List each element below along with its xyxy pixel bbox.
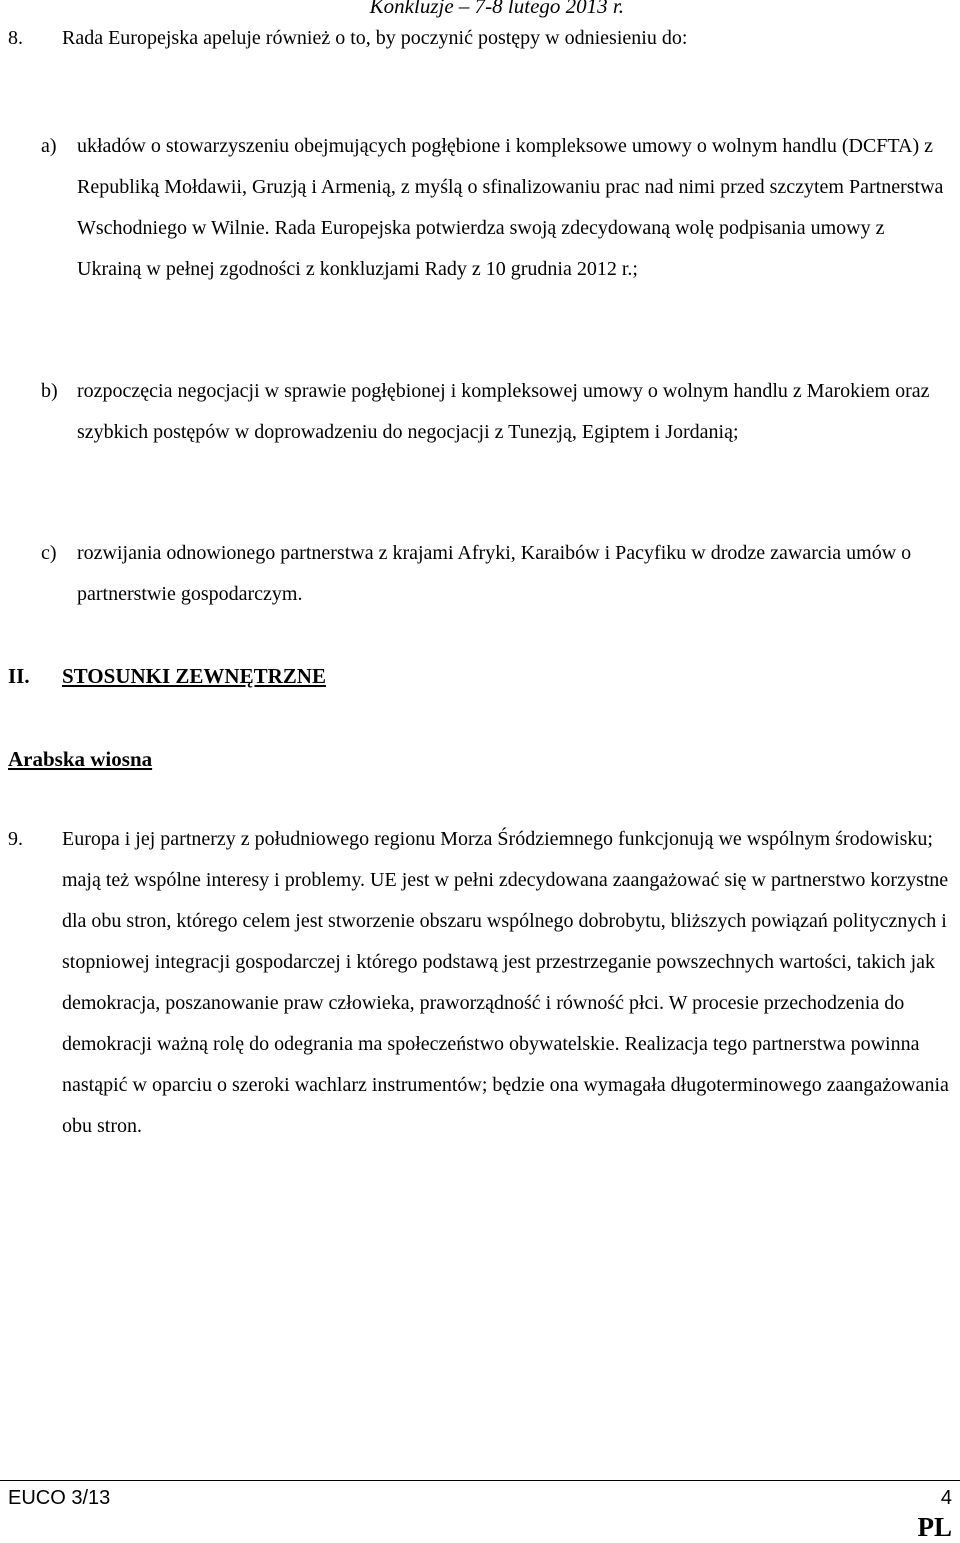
- running-header: Konkluzje – 7-8 lutego 2013 r.: [369, 0, 624, 18]
- footer-divider: [0, 1480, 960, 1481]
- item-c-text: rozwijania odnowionego partnerstwa z krajami Afryki, Karaibów i Pacyfiku w drodze zawarcia umów o partnerstwie gospodarczym.: [77, 542, 912, 605]
- para-8-text: Rada Europejska apeluje również o to, by poczynić postępy w odniesieniu do:: [62, 27, 688, 49]
- section-title: STOSUNKI ZEWNĘTRZNE: [62, 664, 326, 688]
- subsection-title: Arabska wiosna: [8, 747, 153, 771]
- subsection-heading: [8, 744, 152, 774]
- item-a-text: układów o stowarzyszeniu obejmujących pogłębione i kompleksowe umowy o wolnym handlu (DCFTA) z Republiką Mołdawii, Gruzją i Armenią, z myślą o sfinalizowaniu prac nad nimi przed szczytem Partnerstwa Wschodniego w Wilnie. Rada Europejska potwierdza swoją zdecydowaną wolę podpisania umowy z Ukrainą w pełnej zgodności z konkluzjami Rady z 10 grudnia 2012 r.;: [77, 135, 944, 280]
- footer-language-code: PL: [917, 1512, 952, 1542]
- item-a-label: a): [41, 135, 57, 157]
- item-b-label: b): [41, 380, 58, 402]
- para-8-number: 8.: [8, 27, 23, 49]
- section-heading: [8, 661, 326, 691]
- section-number: II.: [8, 664, 30, 688]
- footer-page-number: 4: [940, 1487, 952, 1509]
- para-9-number: 9.: [8, 828, 23, 850]
- item-b-text: rozpoczęcia negocjacji w sprawie pogłębionej i kompleksowej umowy o wolnym handlu z Marokiem oraz szybkich postępów w doprowadzeniu do negocjacji z Tunezją, Egiptem i Jordanią;: [77, 380, 930, 443]
- para-9-text: Europa i jej partnerzy z południowego regionu Morza Śródziemnego funkcjonują we wspólnym środowisku; mają też wspólne interesy i problemy. UE jest w pełni zdecydowana zaangażować się w partnerstwo korzystne dla obu stron, którego celem jest stworzenie obszaru wspólnego dobrobytu, bliższych powiązań politycznych i stopniowej integracji gospodarczej i którego podstawą jest przestrzeganie powszechnych wartości, takich jak demokracja, poszanowanie praw człowieka, praworządność i równość płci. W procesie przechodzenia do demokracji ważną rolę do odegrania ma społeczeństwo obywatelskie. Realizacja tego partnerstwa powinna nastąpić w oparciu o szeroki wachlarz instrumentów; będzie ona wymagała długoterminowego zaangażowania obu stron.: [62, 828, 949, 1137]
- item-c-label: c): [41, 542, 57, 564]
- footer-document-reference: EUCO 3/13: [8, 1487, 111, 1509]
